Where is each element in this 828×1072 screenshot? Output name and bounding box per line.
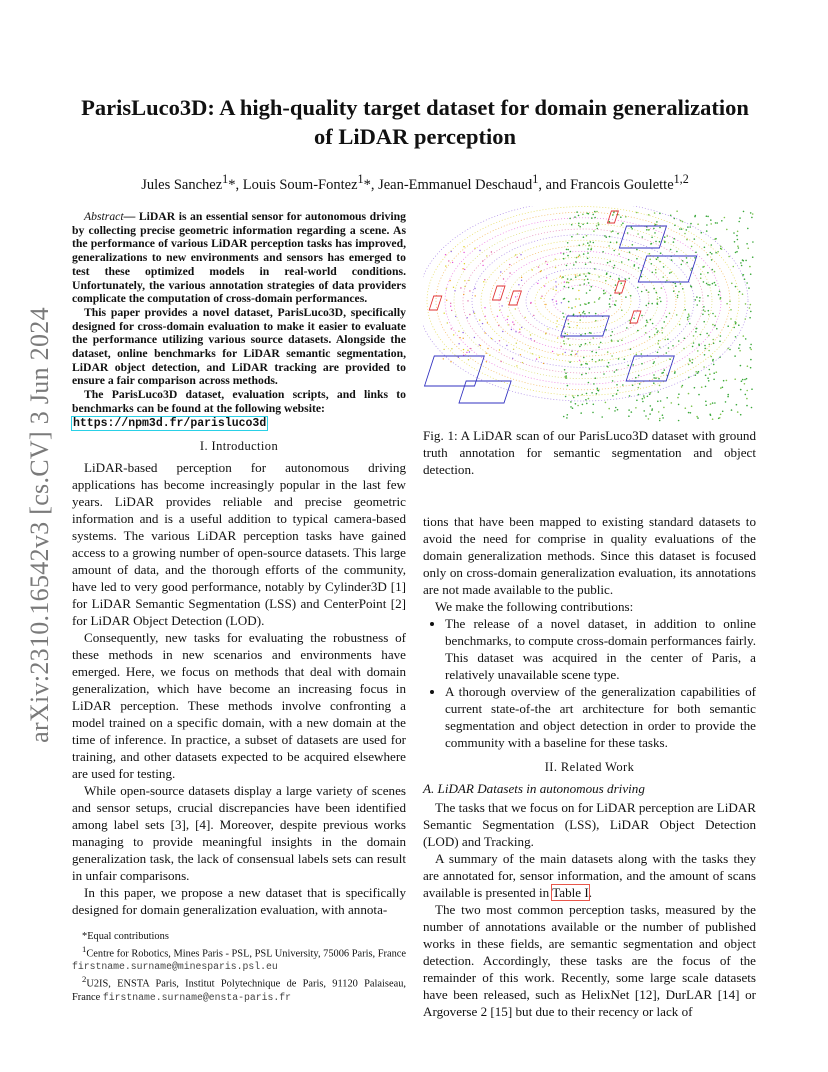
arxiv-sidebar — [18, 295, 62, 755]
footnote-affiliation-2: $^2$U2IS, ENSTA Paris, Institut Polytechnique de Paris, 91120 Palaiseau, France firstname.surname@ensta-paris.fr — [72, 974, 406, 1003]
section-heading-related-work: II. Related Work — [544, 760, 635, 774]
abstract-paragraph-1: LiDAR is an essential sensor for autonomous driving by collecting precise geometric information regarding a scene. As the performance of various LiDAR perception tasks has improved, generalizations to new environments and sensors has emerged to test these optimized models in real-world conditions. Unfortunately, the various annotation strategies of data providers complicate the computation of cross-domain performances. — [72, 210, 406, 306]
paper-title: ParisLuco3D: A high-quality target dataset for domain generalization of LiDAR perception — [81, 95, 749, 149]
abstract-paragraph-2: This paper provides a novel dataset, ParisLuco3D, specifically designed for cross-domain evaluation to make it easier to evaluate the performance utilizing various source datasets. Alongside the dataset, online benchmarks for LiDAR semantic segmentation, LiDAR object detection, and LiDAR tracking are provided to ensure a fair comparison across methods. — [72, 305, 406, 388]
right-column — [423, 513, 756, 1020]
lidar-scan-figure — [423, 206, 756, 424]
contributions-list — [423, 615, 756, 751]
author-list: Jules Sanchez$^1$*, Louis Soum-Fontez$^1$*, Jean-Emmanuel Deschaud$^1$, and Francois Goulette$^{1,2}$ — [141, 172, 689, 193]
footnote-equal: *Equal contributions — [82, 931, 169, 942]
contribution-item: • A thorough overview of the generalization capabilities of current state-of-the art architecture for both semantic segmentation and object detection in order to provide the community with a baseline for these tasks. — [445, 683, 756, 751]
footnote-affiliation-1: $^1$Centre for Robotics, Mines Paris - PSL, PSL University, 75006 Paris, France firstname.surname@minesparis.psl.eu — [72, 944, 406, 973]
abstract: Abstract— LiDAR is an essential sensor for autonomous driving by collecting precise geometric information regarding a scene. As the performance of various LiDAR perception tasks has improved, generalizations to new environments and sensors has emerged to test these optimized models in real-world conditions. Unfortunately, the various annotation strategies of data providers complicate the computation of cross-domain performances. This paper provides a novel dataset, ParisLuco3D, specifically designed for cross-domain evaluation to make it easier to evaluate the performance utilizing various source datasets. Alongside the dataset, online benchmarks for LiDAR semantic segmentation, LiDAR object detection, and LiDAR tracking are provided to ensure a fair comparison across methods. The ParisLuco3D dataset, evaluation scripts, and links to benchmarks can be found at the following website: https://npm3d.fr/parisluco3d — [72, 210, 406, 430]
lidar-point-cloud-image — [423, 206, 756, 424]
right-paragraph-1: tions that have been mapped to existing standard datasets to avoid the need for comprise in quality evaluations of the domain generalization methods. Since this dataset is focused only on cross-domain generalization evaluation, its annotations are not made available to the public. — [423, 514, 756, 597]
arxiv-identifier: arXiv:2310.16542v3 [cs.CV] 3 Jun 2024 — [25, 307, 54, 743]
abstract-label: Abstract — [84, 210, 124, 223]
intro-paragraph-1: LiDAR-based perception for autonomous driving applications has become increasingly popular in the last few years. LiDAR provides reliable and precise geometric information and is a useful addition to typical camera-based systems. The various LiDAR perception tasks have gained access to a growing number of open-source datasets. This large amount of data, and the thorough efforts of the community, have led to very good performance, notably by Cylinder3D [1] for LiDAR Semantic Segmentation (LSS) and CenterPoint [2] for LiDAR Object Detection (LOD). — [72, 460, 406, 629]
footnote-email-1: firstname.surname@minesparis.psl.eu — [72, 961, 278, 973]
left-column — [72, 210, 406, 918]
dataset-link[interactable]: https://npm3d.fr/parisluco3d — [73, 416, 267, 430]
contribution-item: • The release of a novel dataset, in addition to online benchmarks, to compute cross-domain performances fairly. This dataset was acquired in the center of Paris, a relatively unavailable scene type. — [445, 615, 756, 683]
related-paragraph-3: The two most common perception tasks, measured by the number of annotations available or the number of published works in these fields, are semantic segmentation and object detection. Accordingly, these tasks are the focus of the remainder of this work. Recently, some large scale datasets have been released, such as HelixNet [12], DurLAR [14] or Argoverse 2 [15] but due to their recency or lack of — [423, 902, 756, 1019]
intro-paragraph-3: While open-source datasets display a large variety of scenes and sensor setups, crucial discrepancies have been identified among label sets [3], [4]. Moreover, despite previous works managing to provide meaningful insights in the domain generalization task, the lack of consensual labels sets can result in unfair comparisons. — [72, 783, 406, 884]
related-paragraph-2: A summary of the main datasets along with the tasks they are annotated for, sensor information, and the amount of scans available is presented in Table I. — [423, 851, 756, 900]
section-heading-introduction: I. Introduction — [199, 439, 279, 454]
intro-paragraph-2: Consequently, new tasks for evaluating the robustness of these methods in new scenarios and environments have emerged. Here, we focus on methods that deal with domain generalization, which have become an increasing focus in LiDAR perception. These methods involve confronting a model trained on a specific domain, with a new domain at the time of inference. In practice, a subset of datasets are used for training, and other datasets expected to be acquired elsewhere are used for testing. — [72, 630, 406, 782]
footnotes — [72, 930, 406, 1004]
related-paragraph-1: The tasks that we focus on for LiDAR perception are LiDAR Semantic Segmentation (LSS), LiDAR Object Detection (LOD) and Tracking. — [423, 800, 756, 849]
abstract-paragraph-3: The ParisLuco3D dataset, evaluation scripts, and links to benchmarks can be found at the following website: — [72, 388, 406, 415]
footnote-email-2: firstname.surname@ensta-paris.fr — [102, 991, 292, 1003]
intro-paragraph-4: In this paper, we propose a new dataset that is specifically designed for domain generalization evaluation, with annota- — [72, 885, 406, 918]
table-reference-link[interactable]: Table I — [552, 885, 589, 900]
contributions-intro: We make the following contributions: — [435, 599, 634, 614]
figure-caption: Fig. 1: A LiDAR scan of our ParisLuco3D dataset with ground truth annotation for semantic segmentation and object detection. — [423, 428, 756, 477]
subsection-heading-lidar-datasets: A. LiDAR Datasets in autonomous driving — [423, 781, 645, 796]
